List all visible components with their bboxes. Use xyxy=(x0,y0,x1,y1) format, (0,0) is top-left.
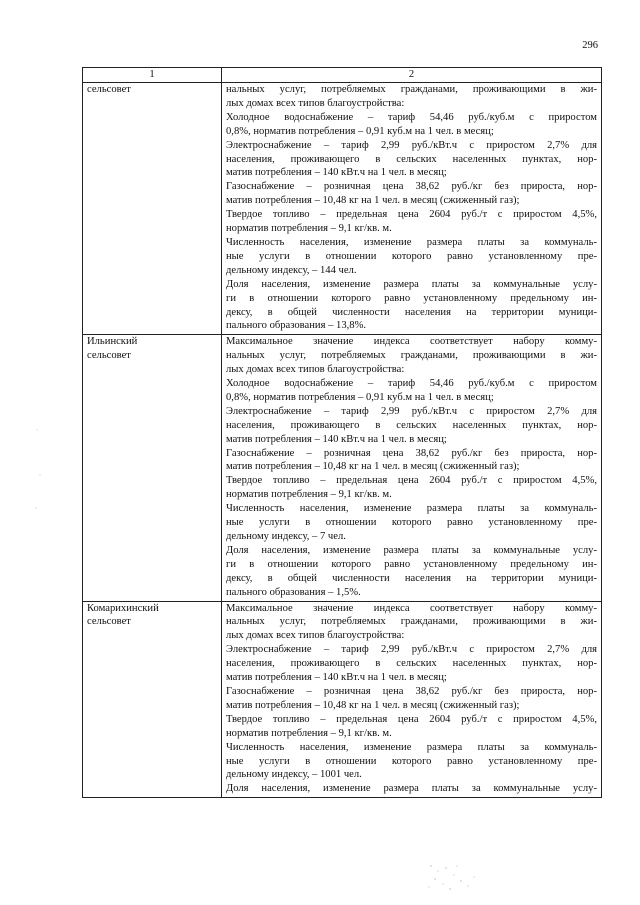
description-text-line: населения, проживающего в сельских населенных пунктах, нор- xyxy=(226,153,597,165)
column-header-2: 2 xyxy=(222,68,602,83)
municipality-name-line: сельсовет xyxy=(87,350,131,362)
table-row xyxy=(83,83,602,335)
description-text-line: нальных услуг, потребляемых гражданами, проживающими в жи- xyxy=(226,616,597,628)
description-text-line: ные услуги в отношении которого равно установленному пре- xyxy=(226,755,597,767)
description-text-line: Численность населения, изменение размера платы за коммуналь- xyxy=(226,503,597,515)
index-description-cell xyxy=(222,601,602,798)
description-text-line: дексу, в общей численности населения на территории муници- xyxy=(226,572,597,584)
scan-noise-left xyxy=(34,420,44,520)
municipality-name-cell xyxy=(83,335,222,601)
description-text-line: пального образования – 13,8%. xyxy=(226,320,367,332)
index-description-cell xyxy=(222,83,602,335)
municipality-name-cell xyxy=(83,83,222,335)
description-text-line: нальных услуг, потребляемых гражданами, проживающими в жи- xyxy=(226,84,597,95)
table-row xyxy=(83,335,602,601)
municipality-name-line: сельсовет xyxy=(87,616,131,628)
description-text-line: норматив потребления – 9,1 кг/кв. м. xyxy=(226,489,392,501)
table-header-row xyxy=(83,68,602,83)
description-text-line: матив потребления – 140 кВт.ч на 1 чел. в месяц; xyxy=(226,433,447,445)
description-text-line: ные услуги в отношении которого равно установленному пре- xyxy=(226,517,597,529)
description-text-line: Численность населения, изменение размера платы за коммуналь- xyxy=(226,741,597,753)
description-text-line: матив потребления – 10,48 кг на 1 чел. в месяц (сжиженный газ); xyxy=(226,195,520,207)
description-text-line: Газоснабжение – розничная цена 38,62 руб./кг без прироста, нор- xyxy=(226,181,597,193)
municipality-name-line: сельсовет xyxy=(87,84,131,95)
description-text-line: Электроснабжение – тариф 2,99 руб./кВт.ч с приростом 2,7% для xyxy=(226,139,597,151)
description-text-line: дельному индексу, – 7 чел. xyxy=(226,531,346,542)
column-header-1: 1 xyxy=(83,68,222,83)
description-text-line: Доля населения, изменение размера платы за коммунальные услу- xyxy=(226,783,597,795)
municipality-name-cell xyxy=(83,601,222,798)
description-text-line: нальных услуг, потребляемых гражданами, проживающими в жи- xyxy=(226,350,597,362)
index-description-cell xyxy=(222,335,602,601)
description-text-line: матив потребления – 10,48 кг на 1 чел. в месяц (сжиженный газ); xyxy=(226,461,520,473)
description-text-line: Твердое топливо – предельная цена 2604 руб./т с приростом 4,5%, xyxy=(226,713,597,725)
description-text-line: Холодное водоснабжение – тариф 54,46 руб./куб.м с приростом xyxy=(226,378,597,390)
description-text-line: Максимальное значение индекса соответствует набору комму- xyxy=(226,336,597,348)
description-text-line: Численность населения, изменение размера платы за коммуналь- xyxy=(226,236,597,248)
municipality-name-line: Ильинский xyxy=(87,336,138,348)
description-text-line: Газоснабжение – розничная цена 38,62 руб./кг без прироста, нор- xyxy=(226,447,597,459)
description-text-line: 0,8%, норматив потребления – 0,91 куб.м на 1 чел. в месяц; xyxy=(226,391,494,403)
description-text-line: дельному индексу, – 144 чел. xyxy=(226,264,357,276)
description-text-line: населения, проживающего в сельских населенных пунктах, нор- xyxy=(226,658,597,670)
description-text-line: лых домах всех типов благоустройства: xyxy=(226,364,405,376)
description-text-line: Твердое топливо – предельная цена 2604 руб./т с приростом 4,5%, xyxy=(226,475,597,487)
description-text-line: Холодное водоснабжение – тариф 54,46 руб./куб.м с приростом xyxy=(226,111,597,123)
description-text-line: Максимальное значение индекса соответствует набору комму- xyxy=(226,602,597,614)
table-row xyxy=(83,601,602,798)
description-text-line: Электроснабжение – тариф 2,99 руб./кВт.ч с приростом 2,7% для xyxy=(226,644,597,656)
description-text-line: пального образования – 1,5%. xyxy=(226,586,361,598)
description-text-line: ги в отношении которого равно установленному предельному ин- xyxy=(226,558,597,570)
description-text-line: матив потребления – 140 кВт.ч на 1 чел. в месяц; xyxy=(226,672,447,684)
description-text-line: ги в отношении которого равно установленному предельному ин- xyxy=(226,292,597,304)
description-text-line: Газоснабжение – розничная цена 38,62 руб./кг без прироста, нор- xyxy=(226,685,597,697)
description-text-line: норматив потребления – 9,1 кг/кв. м. xyxy=(226,727,392,739)
description-text-line: лых домах всех типов благоустройства: xyxy=(226,630,405,642)
table-body xyxy=(83,83,602,798)
description-text-line: Электроснабжение – тариф 2,99 руб./кВт.ч с приростом 2,7% для xyxy=(226,405,597,417)
document-table xyxy=(82,67,602,798)
description-text-line: Доля населения, изменение размера платы за коммунальные услу- xyxy=(226,544,597,556)
description-text-line: дельному индексу, – 1001 чел. xyxy=(226,769,362,781)
description-text-line: матив потребления – 140 кВт.ч на 1 чел. в месяц; xyxy=(226,167,447,179)
description-text-line: населения, проживающего в сельских населенных пунктах, нор- xyxy=(226,419,597,431)
description-text-line: ные услуги в отношении которого равно установленному пре- xyxy=(226,250,597,262)
description-text-line: лых домах всех типов благоустройства: xyxy=(226,97,405,109)
scan-noise xyxy=(426,862,486,892)
description-text-line: Твердое топливо – предельная цена 2604 руб./т с приростом 4,5%, xyxy=(226,209,597,221)
municipality-name-line: Комарихинский xyxy=(87,602,159,614)
description-text-line: 0,8%, норматив потребления – 0,91 куб.м на 1 чел. в месяц; xyxy=(226,125,494,137)
description-text-line: Доля населения, изменение размера платы за коммунальные услу- xyxy=(226,278,597,290)
description-text-line: норматив потребления – 9,1 кг/кв. м. xyxy=(226,223,392,235)
page-number: 296 xyxy=(582,40,598,51)
description-text-line: дексу, в общей численности населения на территории муници- xyxy=(226,306,597,318)
description-text-line: матив потребления – 10,48 кг на 1 чел. в месяц (сжиженный газ); xyxy=(226,699,520,711)
